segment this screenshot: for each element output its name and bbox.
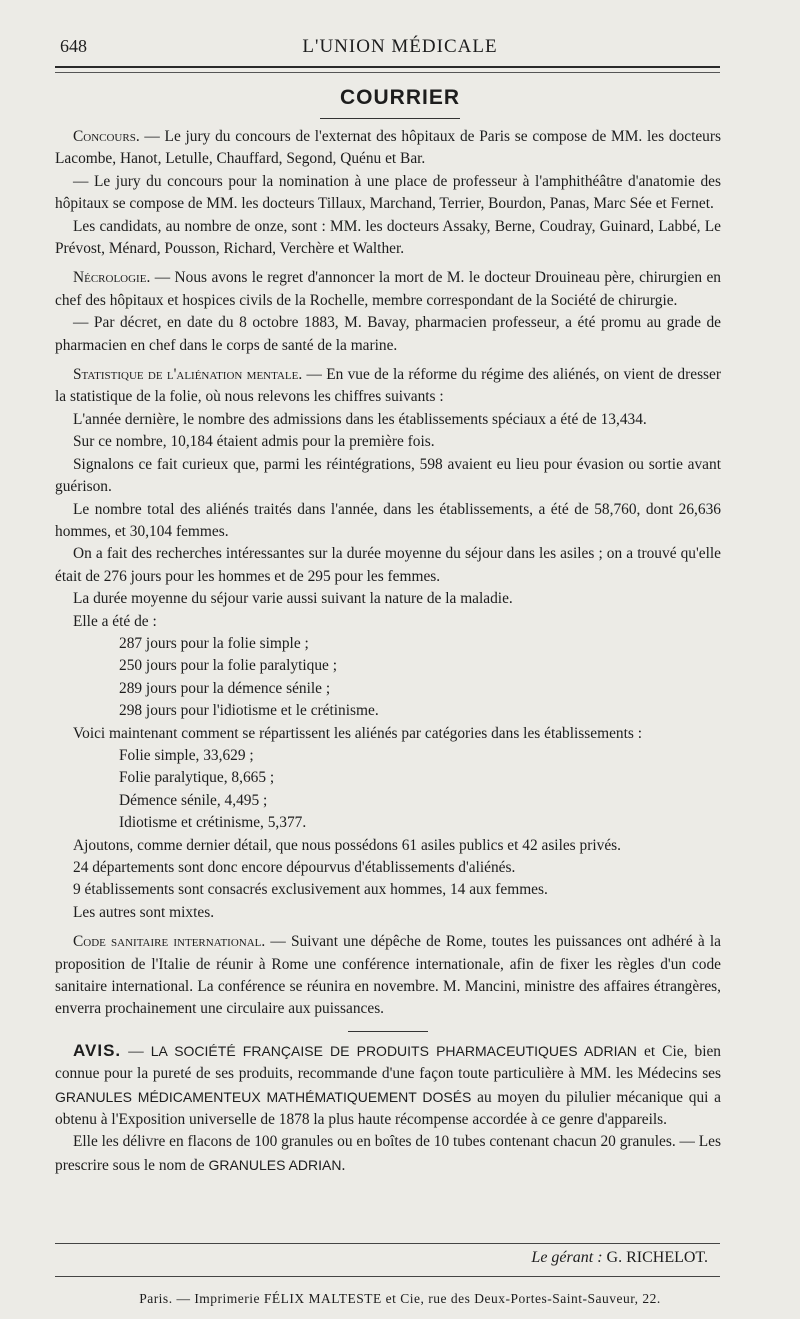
header-rule [55,66,720,68]
imprint-line: Paris. — Imprimerie FÉLIX MALTESTE et Cie, rue des Deux-Portes-Saint-Sauveur, 22. [139,1291,661,1306]
statistique-paragraph [55,364,721,409]
article-body [55,126,721,1177]
spacer [55,924,721,931]
avis-dash: — [121,1042,151,1060]
avis-heading: AVIS. [73,1040,122,1060]
avis-text: . [341,1156,346,1174]
list-item: 250 jours pour la folie paralytique ; [119,657,337,675]
necrologie-paragraph [55,267,721,312]
spacer [55,357,721,364]
avis-granules-caps: GRANULES MÉDICAMENTEUX MATHÉMATIQUEMENT DOSÉS [55,1088,472,1105]
list-item: Démence sénile, 4,495 ; [119,791,268,809]
list-item: 287 jours pour la folie simple ; [119,634,309,652]
list-item: 289 jours pour la démence sénile ; [119,679,331,697]
jury-paragraph: — Le jury du concours pour la nomination à une place de professeur à l'amphithéâtre d'anatomie des hôpitaux se compose de MM. les docteurs Tillaux, Marchand, Terrier, Bourdon, Panas, Marc Sée et Fernet. [55,172,721,213]
decret-paragraph: — Par décret, en date du 8 octobre 1883, M. Bavay, pharmacien professeur, a été promu au grade de pharmacien en chef dans le corps de santé de la marine. [55,314,721,354]
elle-a-ete: Elle a été de : [73,612,157,630]
gerant-name: G. RICHELOT. [602,1249,708,1266]
avis-granules-adrian: GRANULES ADRIAN [208,1156,342,1173]
premiere-fois-paragraph: Sur ce nombre, 10,184 étaient admis pour la première fois. [73,433,435,451]
avis-text: au moyen du pilulier mécanique qui a obtenu à l'Exposition universelle de 1878 la plus haute récompense accordée à ce genre d'appareils. [55,1088,721,1129]
concours-text: — Le jury du concours de l'externat des hôpitaux de Paris se compose de MM. les docteurs Lacombe, Hanot, Letulle, Chauffard, Segond, Quénu et Bar. [55,128,721,168]
necrologie-text: — Nous avons le regret d'annoncer la mort de M. le docteur Drouineau père, chirurgien en chef des hôpitaux et hospices civils de la Rochelle, membre correspondant de la Société de chirurgie. [55,269,721,309]
avis-text: et Cie, bien connue pour la pureté de ses produits, recommande d'une façon toute particulière à MM. les Médecins ses [55,1042,721,1083]
footer-rule-bottom [55,1276,720,1277]
header-rule-thin [55,72,720,73]
code-sanitaire-text: — Suivant une dépêche de Rome, toutes les puissances ont adhéré à la proposition de l'Italie de réunir à Rome une conférence internationale, afin de fixer les règles d'un code sanitaire international. La conférence se réunira en novembre. M. Mancini, ministre des affaires étrangères, enverra prochainement une circulaire aux puissances. [55,933,721,1018]
duree-paragraph: La durée moyenne du séjour varie aussi suivant la nature de la maladie. [73,590,513,608]
spacer [55,260,721,267]
statistique-heading: Statistique de l'aliénation mentale. [73,366,303,384]
avis-societe: LA SOCIÉTÉ FRANÇAISE DE PRODUITS PHARMACEUTIQUES ADRIAN [150,1042,637,1059]
duree-list [55,633,721,723]
list-item: Folie simple, 33,629 ; [119,746,254,764]
section-title: COURRIER [339,86,460,109]
ajoutons-paragraph: Ajoutons, comme dernier détail, que nous possédons 61 asiles publics et 42 asiles privés. [73,836,621,854]
concours-paragraph [55,126,721,171]
page-number: 648 [60,36,87,56]
section-title-rule [320,118,460,119]
annee-paragraph: L'année dernière, le nombre des admissions dans les établissements spéciaux a été de 13,434. [73,410,647,428]
section-divider [348,1031,428,1032]
journal-title: L'UNION MÉDICALE [302,36,498,57]
list-item: Idiotisme et crétinisme, 5,377. [119,814,307,832]
concours-heading: Concours. [73,128,140,145]
nombre-total-paragraph: Le nombre total des aliénés traités dans l'année, dans les établissements, a été de 58,760, dont 26,636 hommes, et 30,104 femmes. [55,500,721,540]
footer-rule [55,1243,720,1244]
voici-paragraph: Voici maintenant comment se répartissent les aliénés par catégories dans les établissements : [73,724,642,742]
signalons-paragraph: Signalons ce fait curieux que, parmi les réintégrations, 598 avaient eu lieu pour évasion ou sortie avant guérison. [55,455,721,496]
running-head [48,36,752,62]
avis-paragraph [55,1040,721,1132]
recherches-paragraph: On a fait des recherches intéressantes sur la durée moyenne du séjour dans les asiles ; on a trouvé qu'elle était de 276 jours pour les hommes et de 295 pour les femmes. [55,545,721,585]
statistique-text: — En vue de la réforme du régime des aliénés, on vient de dresser la statistique de la folie, où nous relevons les chiffres suivants : [55,366,722,406]
list-item: Folie paralytique, 8,665 ; [119,769,275,787]
departements-paragraph: 24 départements sont donc encore dépourvus d'établissements d'aliénés. [73,859,516,876]
gerant-label: Le gérant : [531,1249,603,1266]
candidats-paragraph: Les candidats, au nombre de onze, sont : MM. les docteurs Assaky, Berne, Coudray, Guinard, Labbé, Le Prévost, Ménard, Pousson, Richard, Verchère et Walther. [55,217,721,258]
avis-text: Elle les délivre en flacons de 100 granules ou en boîtes de 10 tubes contenant chacun 20 granules. — Les prescrire sous le nom de [55,1133,721,1174]
necrologie-heading: Nécrologie. [73,269,151,287]
mixtes-paragraph: Les autres sont mixtes. [73,903,215,921]
categories-list [55,745,721,835]
avis-paragraph-2 [55,1131,721,1177]
gerant-signature [531,1249,708,1267]
code-sanitaire-paragraph [55,931,721,1021]
code-sanitaire-heading: Code sanitaire international. [73,933,266,951]
neuf-etablissements-paragraph: 9 établissements sont consacrés exclusivement aux hommes, 14 aux femmes. [73,881,548,899]
list-item: 298 jours pour l'idiotisme et le crétinisme. [119,702,379,720]
